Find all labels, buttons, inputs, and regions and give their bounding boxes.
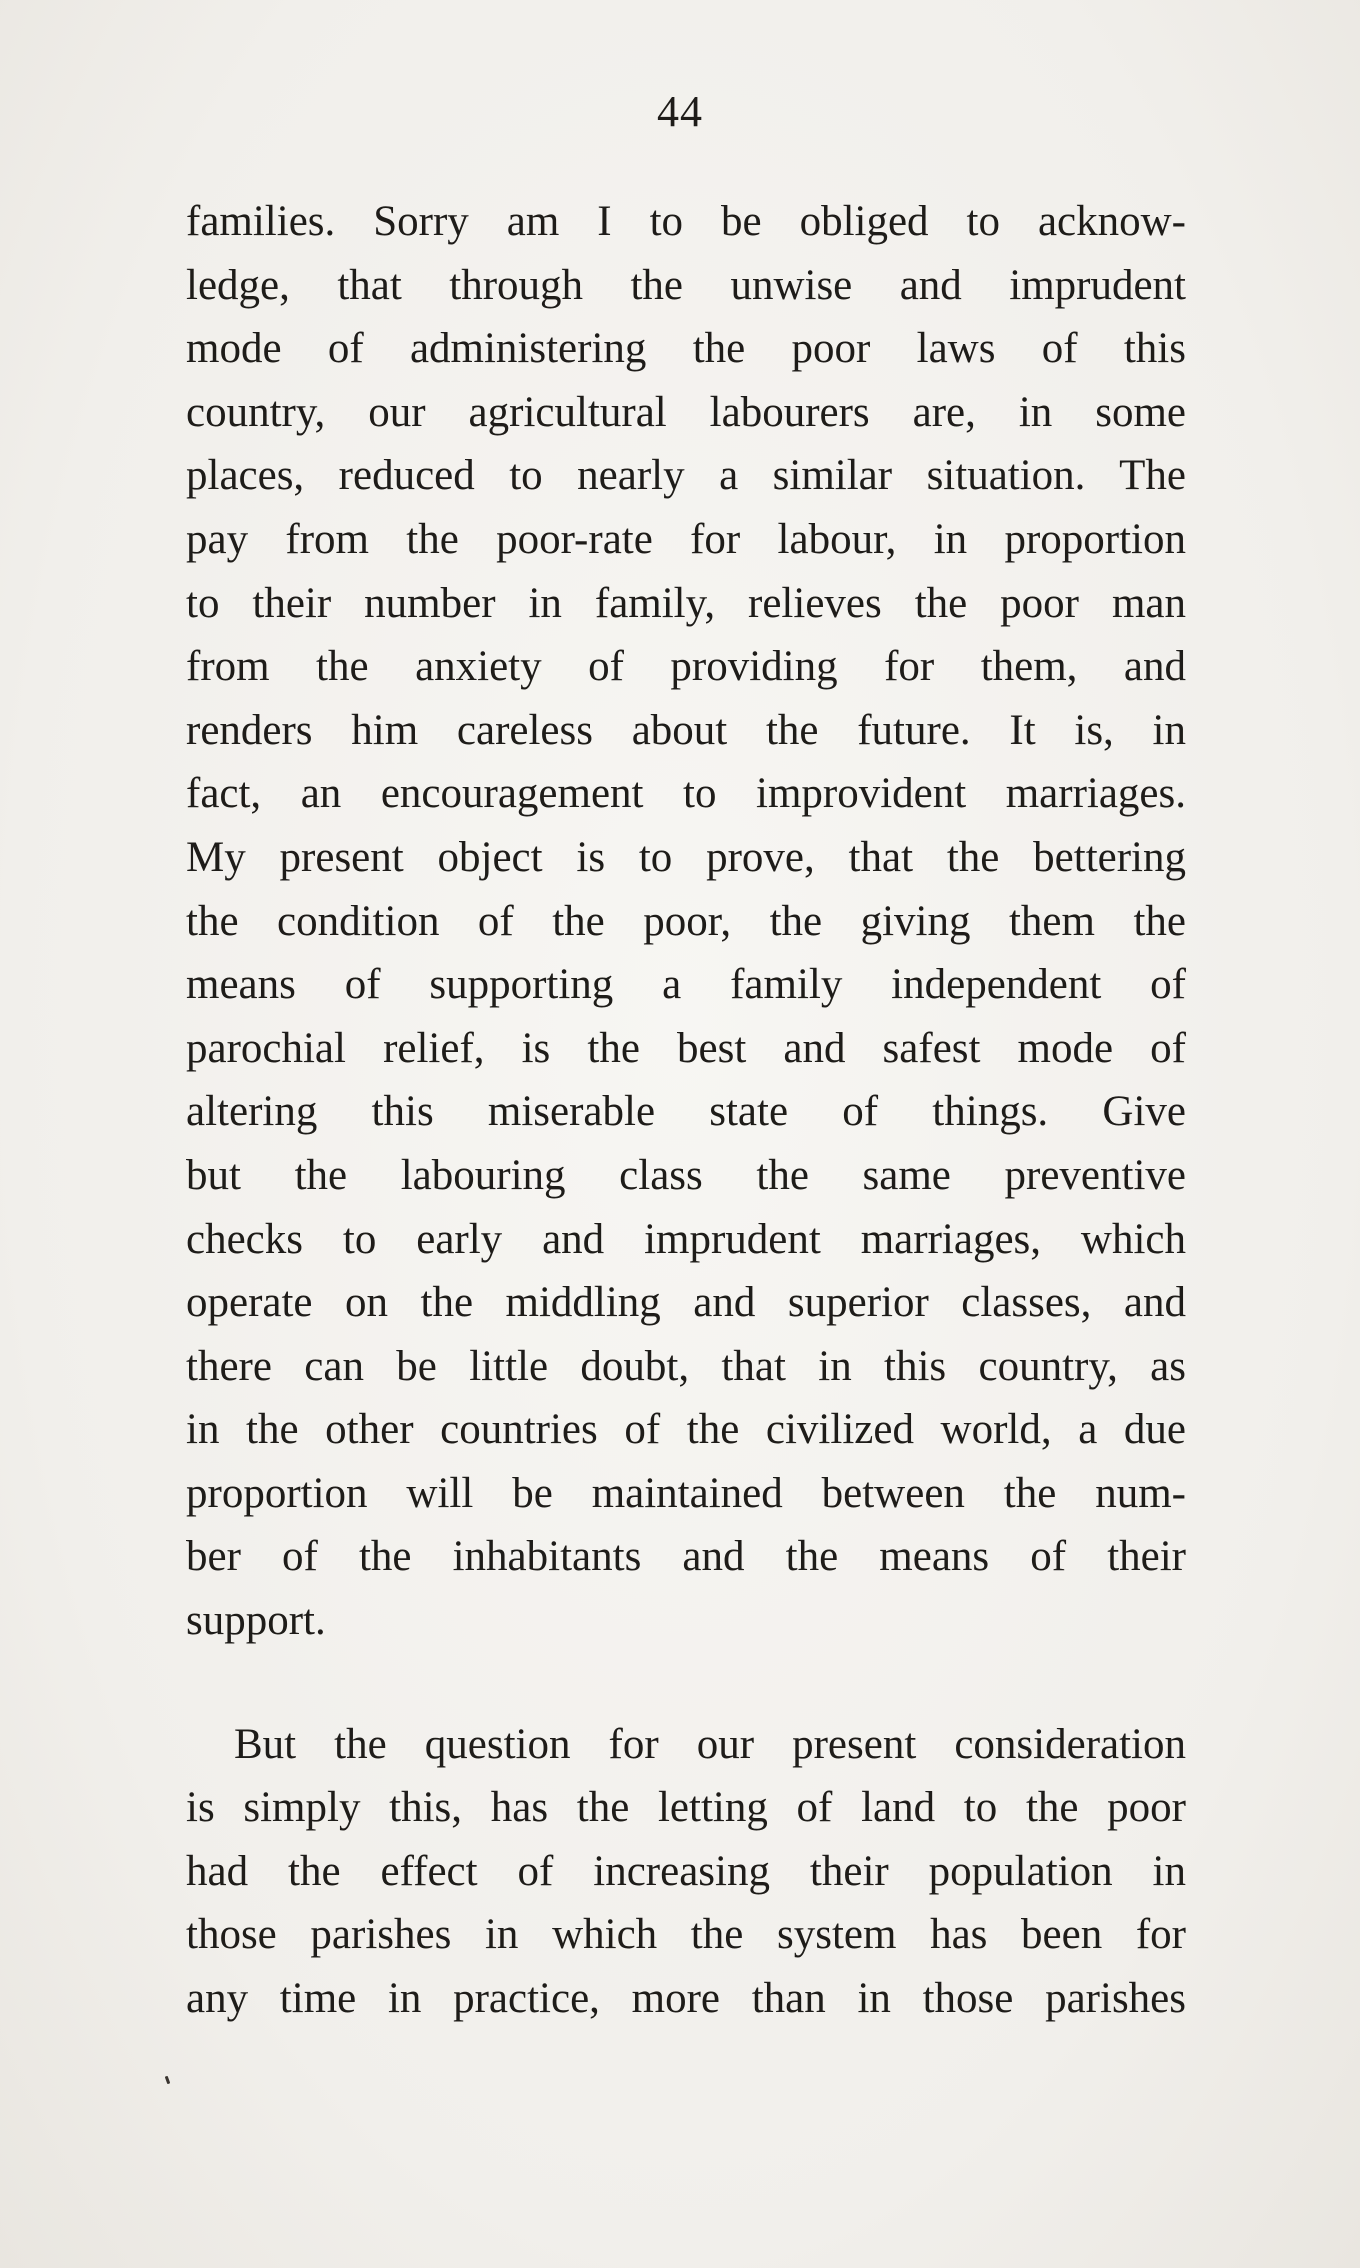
text-line: mode of administering the poor laws of this: [186, 325, 1186, 373]
text-line: from the anxiety of providing for them, and: [186, 643, 1186, 691]
text-line: any time in practice, more than in those parishes: [186, 1975, 1186, 2023]
text-line: means of supporting a family independent of: [186, 961, 1186, 1009]
text-line: there can be little doubt, that in this country, as: [186, 1342, 1186, 1390]
text-line: checks to early and imprudent marriages, which: [186, 1215, 1186, 1263]
text-line: parochial relief, is the best and safest mode of: [186, 1024, 1186, 1072]
ink-speck: [165, 2076, 171, 2085]
text-line: proportion will be maintained between the num-: [186, 1469, 1186, 1517]
text-line: places, reduced to nearly a similar situation. The: [186, 452, 1186, 500]
page-number: 44: [657, 87, 703, 136]
paragraph-1: [186, 190, 1186, 1653]
text-line: country, our agricultural labourers are, in some: [186, 388, 1186, 436]
text-line: ledge, that through the unwise and imprudent: [186, 261, 1186, 309]
text-line: fact, an encouragement to improvident marriages.: [186, 770, 1186, 818]
text-line: but the labouring class the same preventive: [186, 1151, 1186, 1199]
text-line: My present object is to prove, that the bettering: [186, 833, 1186, 881]
body-text: [186, 190, 1186, 2031]
text-line: ber of the inhabitants and the means of their: [186, 1533, 1186, 1581]
text-line: renders him careless about the future. It is, in: [186, 706, 1186, 754]
paragraph-gap: [186, 1653, 1186, 1713]
text-line: in the other countries of the civilized world, a due: [186, 1406, 1186, 1454]
text-line: altering this miserable state of things. Give: [186, 1088, 1186, 1136]
paragraph-2: [186, 1713, 1186, 2031]
text-line: is simply this, has the letting of land to the poor: [186, 1784, 1186, 1832]
text-line: pay from the poor-rate for labour, in proportion: [186, 515, 1186, 563]
text-line: to their number in family, relieves the poor man: [186, 579, 1186, 627]
text-line: those parishes in which the system has been for: [186, 1911, 1186, 1959]
text-line: But the question for our present consideration: [234, 1720, 1186, 1768]
text-line: had the effect of increasing their population in: [186, 1847, 1186, 1895]
text-line: operate on the middling and superior classes, and: [186, 1279, 1186, 1327]
text-line: support.: [186, 1597, 326, 1645]
text-line: the condition of the poor, the giving them the: [186, 897, 1186, 945]
text-line: families. Sorry am I to be obliged to acknow-: [186, 198, 1186, 245]
